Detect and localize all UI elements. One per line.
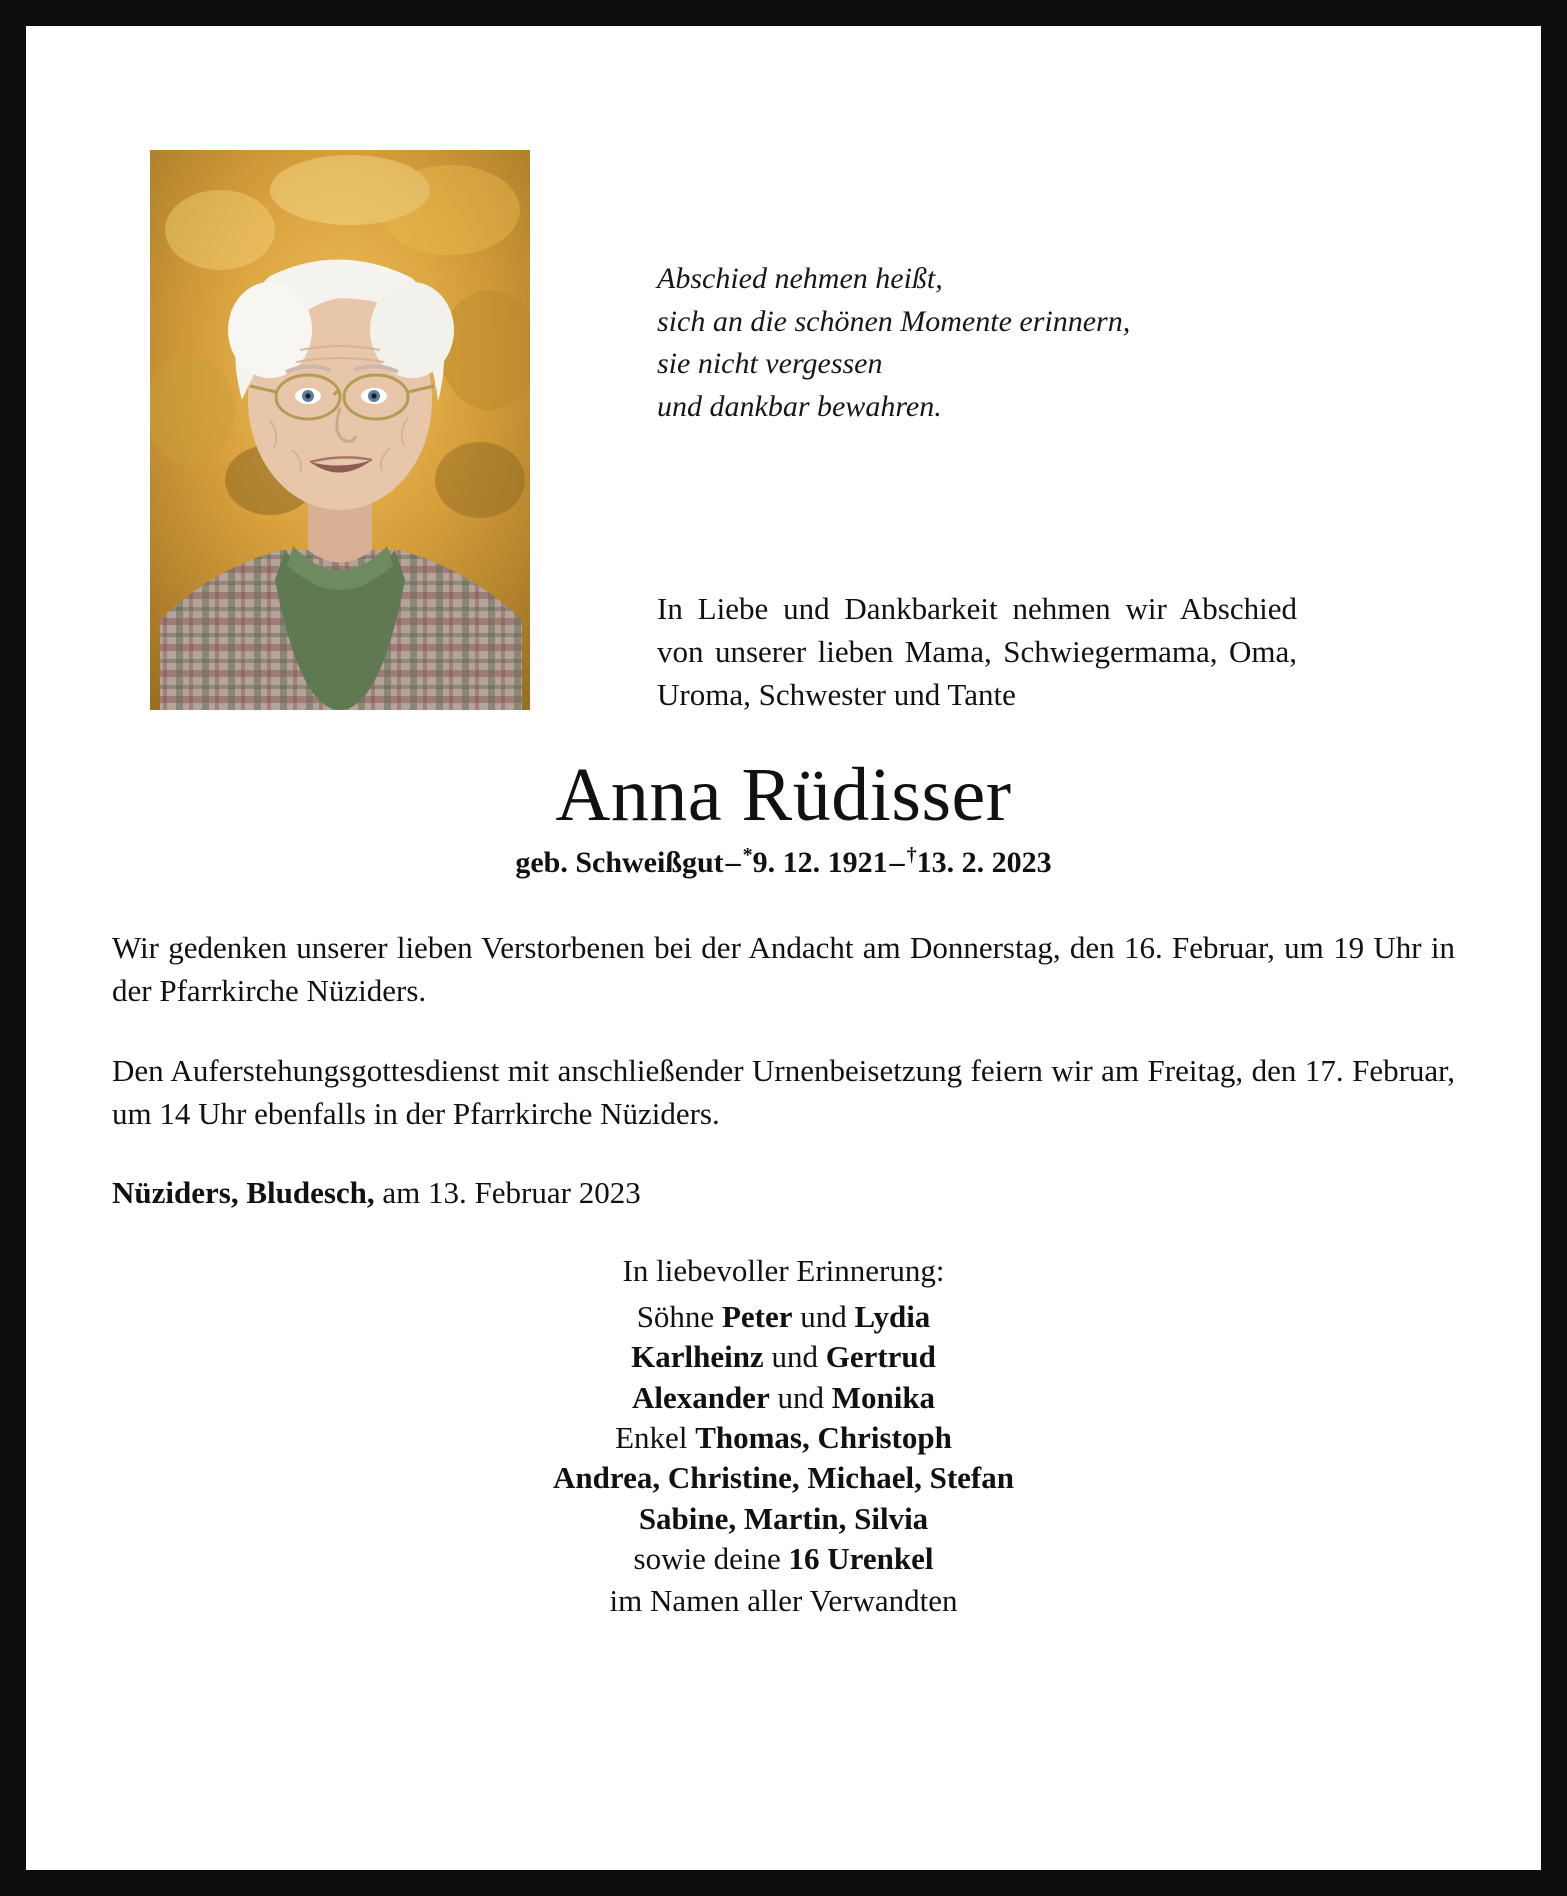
survivors-closing: im Namen aller Verwandten <box>609 1583 958 1619</box>
list-item <box>112 1539 1455 1579</box>
survivor-names: Thomas, Christoph <box>695 1419 952 1455</box>
survivor-names-2: Lydia <box>854 1299 931 1335</box>
service-paragraph-1: Wir gedenken unserer lieben Verstorbenen bei der Andacht am Donnerstag, den 16. Februar, um 19 Uhr in der Pfarrkirche Nüziders. <box>112 929 1455 1009</box>
list-item <box>112 1458 1455 1498</box>
obituary-page <box>26 26 1541 1870</box>
motto-line-2: sich an die schönen Momente erinnern, <box>657 304 1131 338</box>
place-names: Nüziders, Bludesch, <box>112 1175 375 1211</box>
survivor-names: Karlheinz <box>631 1339 764 1375</box>
place-date-line <box>112 1171 1455 1214</box>
dash-2: – <box>889 845 905 879</box>
service-paragraph-2: Den Auferstehungsgottesdienst mit anschließender Urnenbeisetzung feiern wir am Freitag, den 17. Februar, um 14 Uhr ebenfalls in der Pfarrkirche Nüziders. <box>112 1052 1455 1131</box>
survivor-names: Andrea, Christine, Michael, Stefan <box>553 1460 1014 1496</box>
body-text <box>112 926 1455 1215</box>
survivor-role: Enkel <box>615 1419 696 1455</box>
survivor-conjunction: und <box>792 1299 855 1335</box>
list-item <box>112 1499 1455 1539</box>
deceased-name: Anna Rüdisser <box>555 753 1012 837</box>
survivor-names: Sabine, Martin, Silvia <box>638 1500 929 1536</box>
top-section <box>112 98 1455 798</box>
motto-line-4: und dankbar bewahren. <box>657 389 942 423</box>
place-date: am 13. Februar 2023 <box>374 1175 641 1211</box>
survivors-heading: In liebevoller Erinnerung: <box>622 1252 945 1288</box>
portrait-photo-image <box>150 150 530 710</box>
survivor-names: 16 Urenkel <box>788 1540 934 1576</box>
birth-symbol: * <box>742 843 753 866</box>
survivors-block <box>112 1251 1455 1622</box>
survivor-names: Alexander <box>631 1379 770 1415</box>
list-item <box>112 1337 1455 1377</box>
list-item <box>112 1297 1455 1337</box>
maiden-name: geb. Schweißgut <box>515 845 724 879</box>
survivor-conjunction: und <box>763 1339 826 1375</box>
survivor-role: Söhne <box>636 1299 722 1335</box>
survivor-names-2: Monika <box>831 1379 936 1415</box>
birth-date: 9. 12. 1921 <box>752 845 888 879</box>
dash-1: – <box>725 845 741 879</box>
motto-text <box>657 258 1417 428</box>
motto-line-1: Abschied nehmen heißt, <box>657 262 943 295</box>
portrait-photo <box>150 150 530 710</box>
death-date: 13. 2. 2023 <box>916 845 1052 879</box>
survivor-names-2: Gertrud <box>825 1339 936 1375</box>
survivor-names: Peter <box>721 1299 793 1335</box>
motto-line-3: sie nicht vergessen <box>657 347 883 381</box>
survivor-conjunction: und <box>769 1379 832 1415</box>
list-item <box>112 1378 1455 1418</box>
name-dates-line <box>112 843 1455 880</box>
survivor-role: sowie deine <box>633 1540 789 1576</box>
list-item <box>112 1418 1455 1458</box>
death-symbol: † <box>906 843 917 866</box>
intro-paragraph: In Liebe und Dankbarkeit nehmen wir Abschied von unserer lieben Mama, Schwiegermama, Oma, Uroma, Schwester und Tante <box>657 591 1297 712</box>
